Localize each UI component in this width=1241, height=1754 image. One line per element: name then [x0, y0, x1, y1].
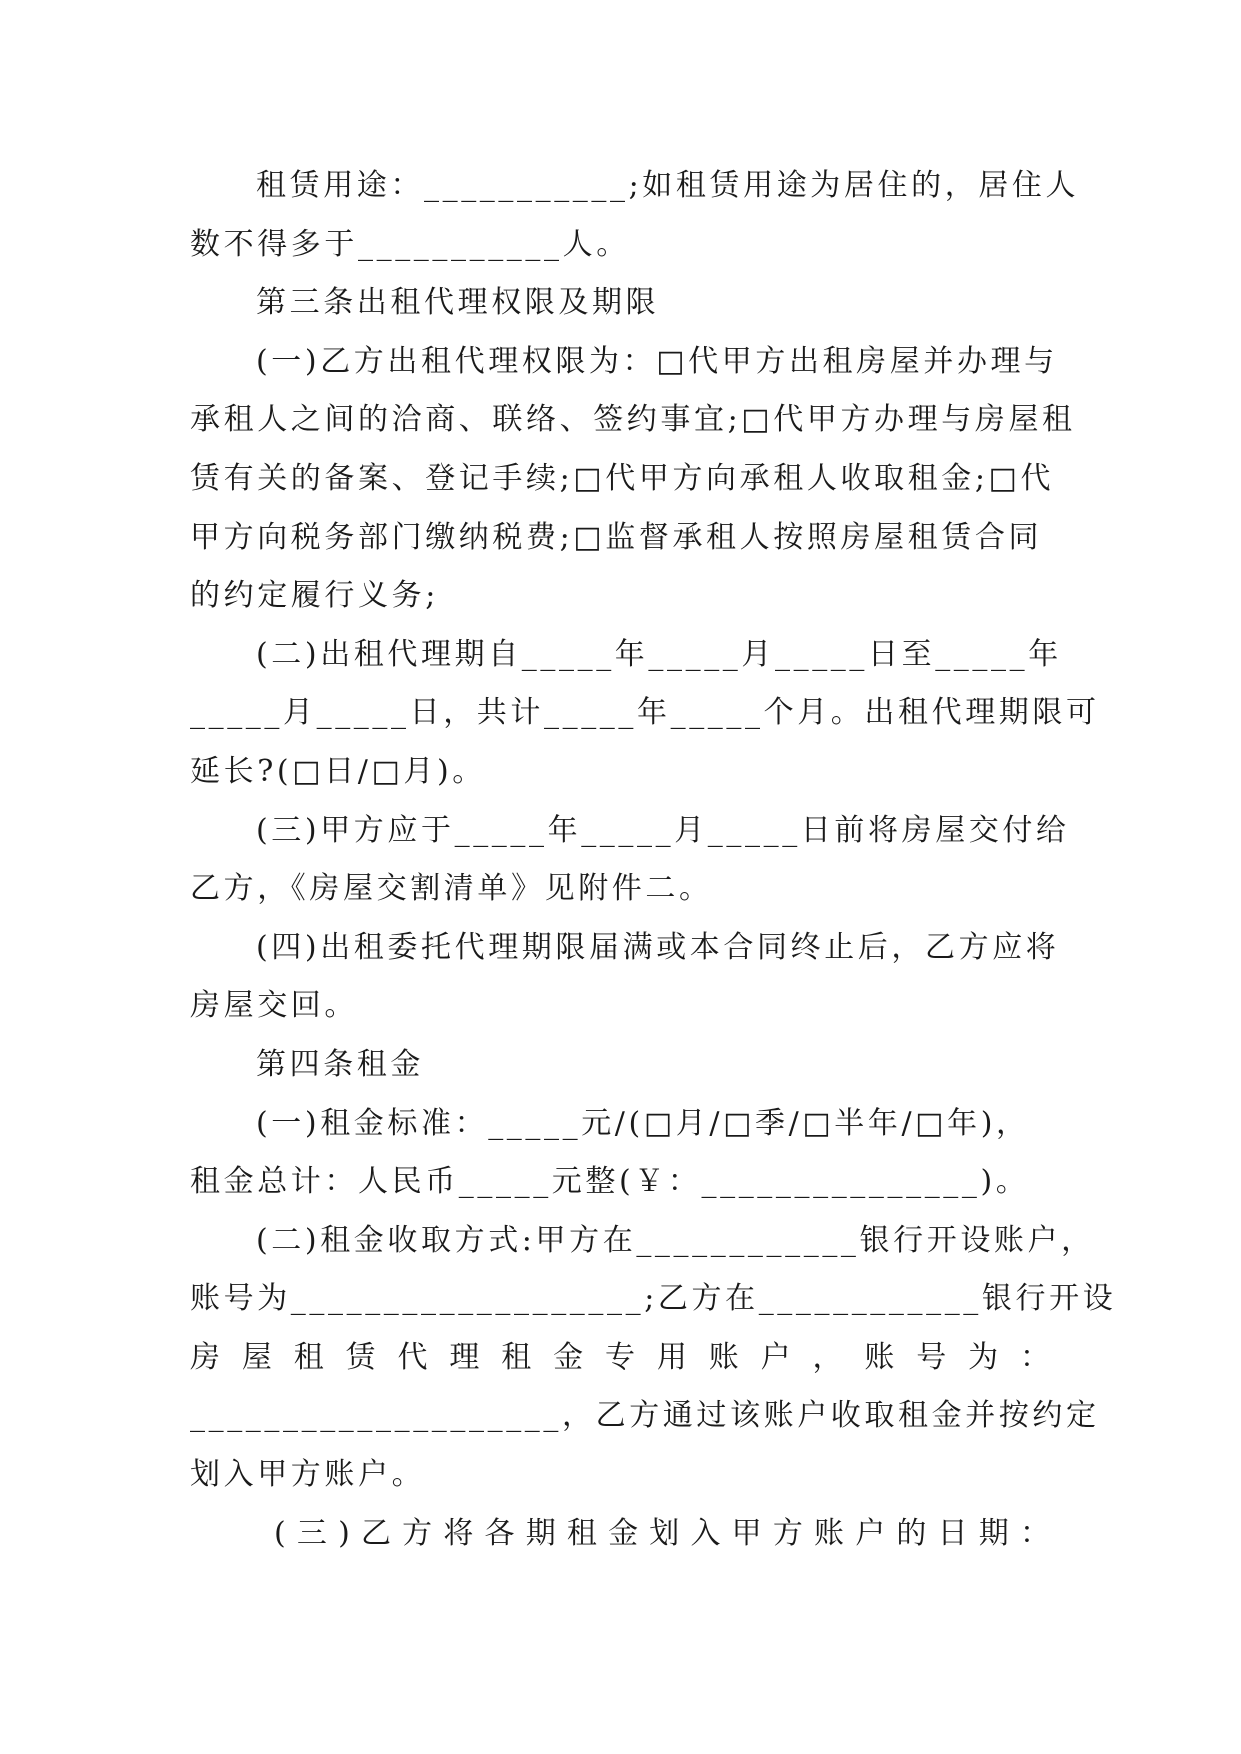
text-line-18: 租金总计：人民币_____元整(￥：_______________)。: [190, 1164, 1030, 1200]
text-line-20: 账号为___________________;乙方在____________银行开设: [190, 1281, 1117, 1317]
text-line-6: 赁有关的备案、登记手续;□代甲方向承租人收取租金;□代: [190, 460, 1055, 496]
section-heading-4: 第四条租金: [256, 1046, 424, 1082]
text-line-14: (四)出租委托代理期限届满或本合同终止后，乙方应将: [256, 929, 1060, 965]
text-line-4: (一)乙方出租代理权限为：□代甲方出租房屋并办理与: [256, 343, 1058, 379]
text-line-12: (三)甲方应于_____年_____月_____日前将房屋交付给: [256, 812, 1070, 848]
text-line-10: _____月_____日，共计_____年_____个月。出租代理期限可: [190, 695, 1100, 731]
text-line-21: 房屋租赁代理租金专用账户，账号为：: [190, 1339, 1050, 1375]
text-line-1: 租赁用途：___________;如租赁用途为居住的，居住人: [256, 168, 1080, 203]
text-line-22: ____________________，乙方通过该账户收取租金并按约定: [190, 1398, 1100, 1434]
text-line-11: 延长?(□日/□月)。: [190, 753, 486, 789]
text-line-13: 乙方，《房屋交割清单》见附件二。: [190, 871, 713, 907]
text-line-9: (二)出租代理期自_____年_____月_____日至_____年: [256, 636, 1062, 672]
section-heading-3: 第三条出租代理权限及期限: [256, 285, 660, 321]
text-line-5: 承租人之间的洽商、联络、签约事宜;□代甲方办理与房屋租: [190, 402, 1076, 438]
text-line-8: 的约定履行义务;: [190, 578, 439, 614]
text-line-23: 划入甲方账户。: [190, 1457, 426, 1493]
text-line-15: 房屋交回。: [190, 988, 358, 1024]
text-line-19: (二)租金收取方式:甲方在____________银行开设账户，: [256, 1222, 1095, 1258]
text-line-24: (三)乙方将各期租金划入甲方账户的日期：: [274, 1515, 1050, 1551]
text-line-7: 甲方向税务部门缴纳税费;□监督承租人按照房屋租赁合同: [190, 519, 1043, 555]
text-line-17: (一)租金标准：_____元/(□月/□季/□半年/□年)，: [256, 1105, 1030, 1141]
document-body: [190, 157, 1117, 1563]
text-line-2: 数不得多于___________人。: [190, 226, 630, 262]
